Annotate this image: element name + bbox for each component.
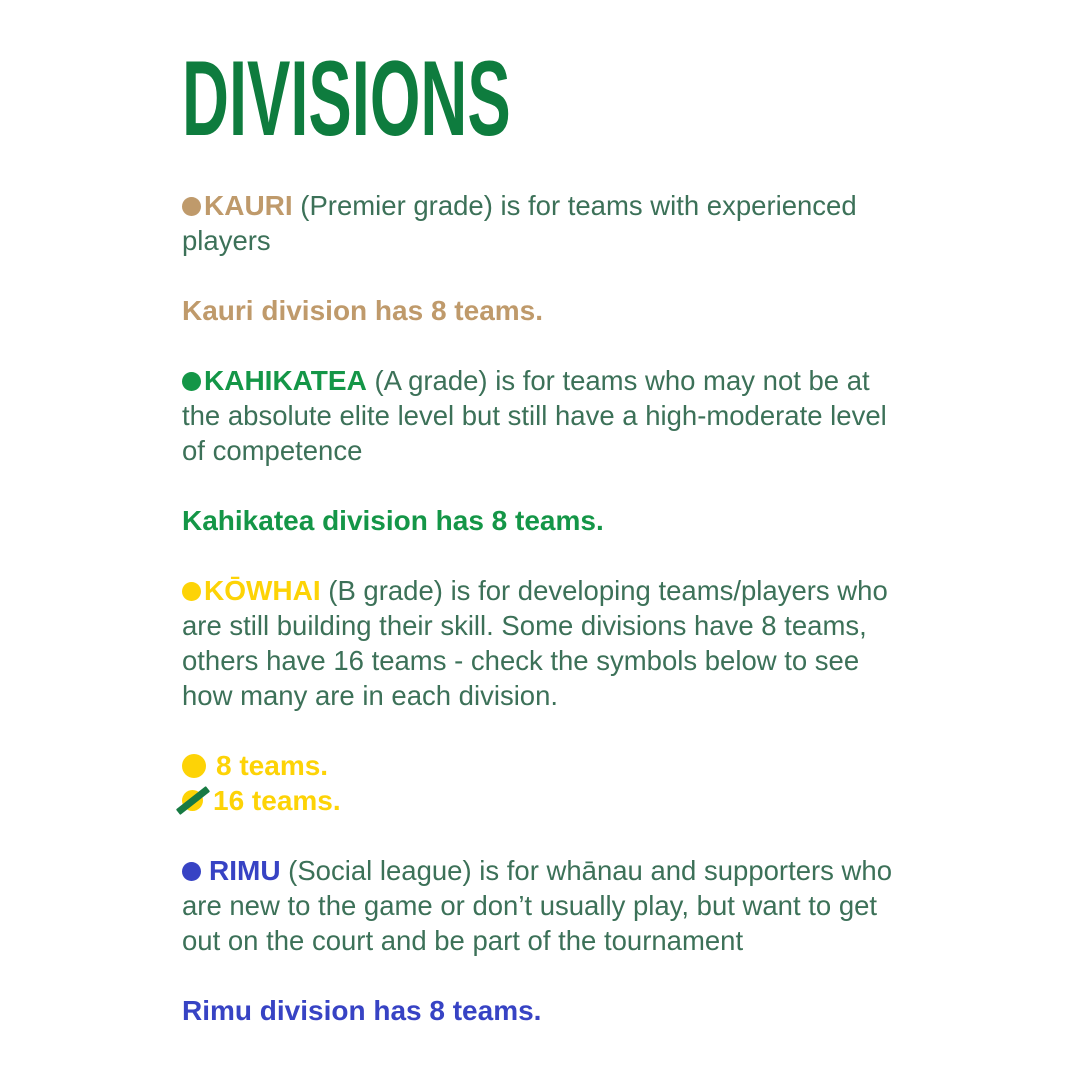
rimu-team-count: Rimu division has 8 teams.	[182, 995, 542, 1026]
section-kowhai	[182, 573, 896, 713]
kowhai-bullet-icon	[182, 582, 201, 601]
section-kauri-name: KAURI	[204, 190, 293, 221]
section-kowhai-description: (B grade) is for developing teams/players who are still building their skill. Some divisions have 8 teams, others have 16 teams - check the symbols below to see how many are in each division.	[182, 575, 888, 711]
section-rimu-description: (Social league) is for whānau and supporters who are new to the game or don’t usually play, but want to get out on the court and be part of the tournament	[182, 855, 893, 956]
legend-8-teams-label: 8 teams.	[216, 750, 329, 781]
kahikatea-bullet-icon	[182, 372, 201, 391]
kauri-team-count: Kauri division has 8 teams.	[182, 295, 544, 326]
kahikatea-team-count: Kahikatea division has 8 teams.	[182, 505, 604, 536]
kauri-bullet-icon	[182, 197, 201, 216]
divisions-content	[182, 188, 896, 1028]
section-kahikatea-name: KAHIKATEA	[204, 365, 367, 396]
slashed-circle-icon	[182, 790, 203, 811]
section-kauri	[182, 188, 896, 258]
rimu-bullet-icon	[182, 862, 201, 881]
section-kahikatea	[182, 363, 896, 468]
legend-row-8-teams	[182, 748, 896, 783]
page-title: DIVISIONS	[182, 38, 511, 159]
team-count-legend	[182, 748, 896, 818]
legend-row-16-teams	[182, 783, 896, 818]
legend-16-teams-label: 16 teams.	[213, 785, 341, 816]
section-kowhai-name: KŌWHAI	[204, 575, 321, 606]
section-kauri-description: (Premier grade) is for teams with experienced players	[182, 190, 857, 256]
filled-circle-icon	[182, 754, 206, 778]
section-rimu	[182, 853, 896, 958]
section-kahikatea-description: (A grade) is for teams who may not be at the absolute elite level but still have a high-moderate level of competence	[182, 365, 887, 466]
section-rimu-name: RIMU	[209, 855, 281, 886]
